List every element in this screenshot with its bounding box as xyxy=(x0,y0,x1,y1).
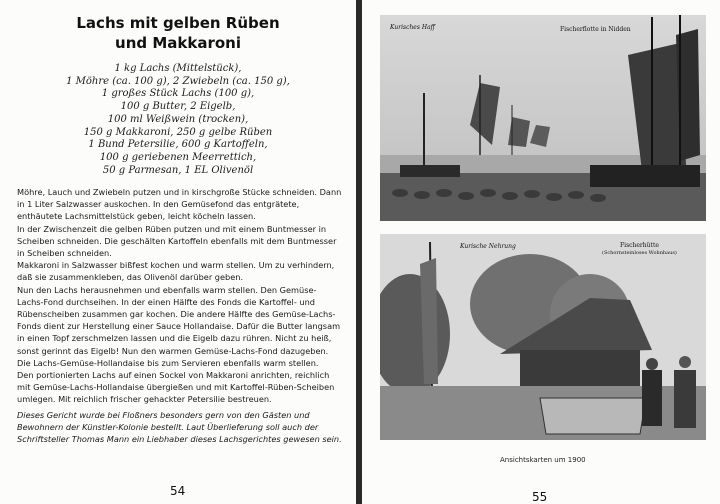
instructions xyxy=(17,186,342,406)
photo-label-kurisches-haff: Kurisches Haff xyxy=(390,24,435,31)
ingredient-line: 100 g geriebenen Meerrettich, xyxy=(99,151,257,163)
ingredient-line: 150 g Makkaroni, 250 g gelbe Rüben xyxy=(83,126,273,138)
page-number-left: 54 xyxy=(170,484,186,498)
fishing-fleet-image xyxy=(380,15,706,221)
photo-label-fischerhuette: Fischerhütte xyxy=(620,242,659,249)
photo-fisherman-hut xyxy=(380,234,706,440)
ingredient-list xyxy=(40,63,316,177)
ingredient-line: 1 Bund Petersilie, 600 g Kartoffeln, xyxy=(88,139,268,151)
instruction-paragraph: Den portionierten Lachs auf einen Sockel von Makkaroni anrichten, reichlich mit Gemüse-Lachs-Hollandaise übergießen und mit Kartoffel-Rüben-Scheiben umlegen. Mit reichlich frischer gehackter Petersilie bestreuen. xyxy=(17,370,335,405)
photo-caption: Ansichtskarten um 1900 xyxy=(500,456,586,464)
photo-label-fischerflotte: Fischerflotte in Nidden xyxy=(560,26,631,33)
ingredient-line: 100 g Butter, 2 Eigelb, xyxy=(120,101,236,113)
photo-label-wohnhaus: (Schornsteinloses Wohnhaus) xyxy=(602,250,677,256)
ingredient-line: 1 Möhre (ca. 100 g), 2 Zwiebeln (ca. 150 g), xyxy=(66,75,290,87)
ingredient-line: 1 großes Stück Lachs (100 g), xyxy=(101,88,255,100)
fisherman-hut-image xyxy=(380,234,706,440)
historical-note: Dieses Gericht wurde bei Floßners besonders gern von den Gästen und Bewohnern der Künstler-Kolonie bestellt. Laut Überlieferung soll auch der Schriftsteller Thomas Mann ein Liebhaber dieses Lachsgerichtes gewesen sein. xyxy=(17,410,342,445)
left-page xyxy=(0,0,356,504)
instruction-paragraph: Möhre, Lauch und Zwiebeln putzen und in kirschgroße Stücke schneiden. Dann in 1 Liter Salzwasser auskochen. In den Gemüsefond das entgrätete, enthäutete Lachsmittelstück geben, leicht köcheln lassen. xyxy=(17,187,342,222)
right-page xyxy=(362,0,720,504)
ingredient-line: 1 kg Lachs (Mittelstück), xyxy=(114,63,242,74)
ingredient-line: 100 ml Weißwein (trocken), xyxy=(107,113,249,125)
page-number-right: 55 xyxy=(532,490,548,504)
ingredient-line: 50 g Parmesan, 1 EL Olivenöl xyxy=(102,164,254,176)
instruction-paragraph: Nun den Lachs herausnehmen und ebenfalls warm stellen. Den Gemüse-Lachs-Fond durchseihen. In der einen Hälfte des Fonds die Kartoffel- und Rübenscheiben zusammen gar kochen. Die andere Hälfte des Gemüse-Lachs-Fonds dient zur Herstellung einer Sauce Hollandaise. Dafür die Butter langsam in einen Topf zerschmelzen lassen und die Eigelb dazu rühren. Nicht zu heiß, sonst gerinnt das Eigelb! Nun den warmen Gemüse-Lachs-Fond dazugeben. Die Lachs-Gemüse-Hollandaise bis zum Servieren ebenfalls warm stellen. xyxy=(17,284,341,368)
photo-label-kurische-nehrung: Kurische Nehrung xyxy=(460,243,516,250)
instruction-paragraph: In der Zwischenzeit die gelben Rüben putzen und mit einem Buntmesser in Scheiben schneiden. Die geschälten Kartoffeln ebenfalls mit dem Buntmesser in Scheiben schneiden. xyxy=(17,223,337,259)
instruction-paragraph: Makkaroni in Salzwasser bißfest kochen und warm stellen. Um zu verhindern, daß sie zusammenkleben, das Olivenöl darüber geben. xyxy=(17,260,335,283)
photo-fishing-fleet xyxy=(380,15,706,221)
recipe-title-line2: und Makkaroni xyxy=(115,34,241,52)
recipe-title-line1: Lachs mit gelben Rüben xyxy=(76,14,280,32)
